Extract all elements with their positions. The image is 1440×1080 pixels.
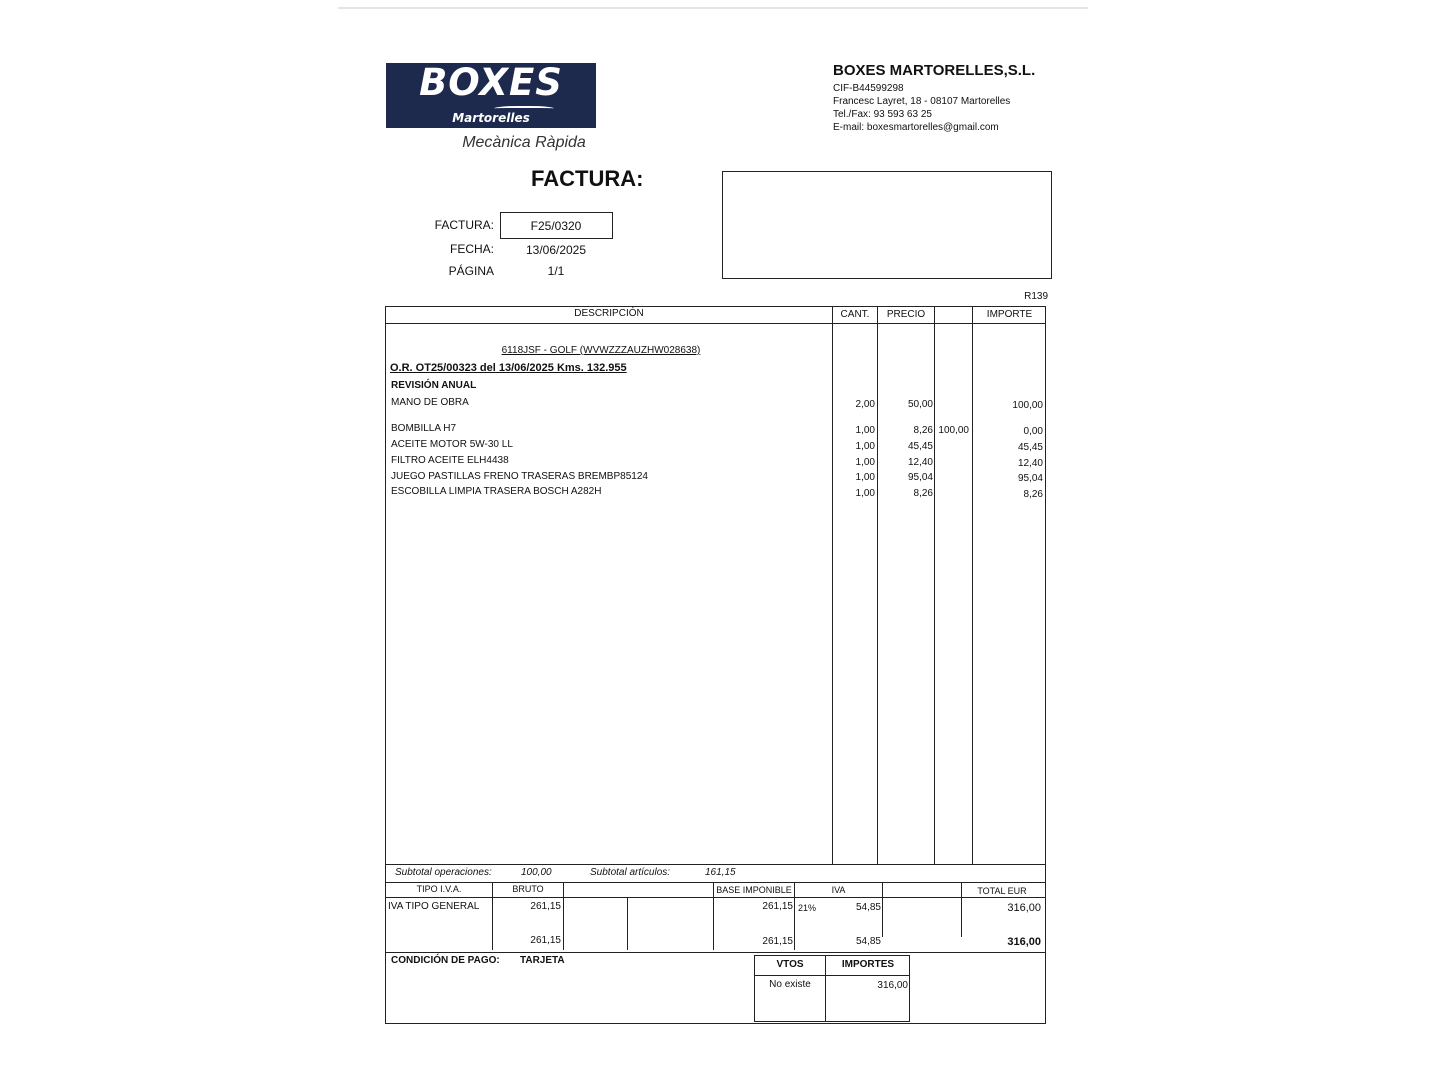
amounts-header: IMPORTES <box>841 959 895 970</box>
payment-divider <box>385 952 1046 953</box>
header-amount: IMPORTE <box>986 309 1033 320</box>
invoice-page: 1/1 <box>547 264 565 278</box>
line-item-qty: 1,00 <box>855 425 875 436</box>
col-divider <box>972 306 973 864</box>
tax-col-divider <box>563 882 564 950</box>
tax-vat: 54,85 <box>855 902 881 913</box>
tax-header-type: TIPO I.V.A. <box>416 884 462 894</box>
line-item-discount: 100,00 <box>938 425 969 436</box>
line-item-amount: 100,00 <box>1012 400 1043 411</box>
tax-header-bottom <box>385 897 1046 898</box>
payment-method: TARJETA <box>520 955 565 966</box>
line-item-desc: ESCOBILLA LIMPIA TRASERA BOSCH A282H <box>391 486 602 497</box>
line-item-amount: 12,40 <box>1017 458 1043 469</box>
tax-base: 261,15 <box>762 901 793 912</box>
tax-header-vat: IVA <box>831 885 846 895</box>
line-item-qty: 1,00 <box>855 441 875 452</box>
header-quantity: CANT. <box>840 309 870 320</box>
section-title: REVISIÓN ANUAL <box>391 380 477 391</box>
line-item-price: 12,40 <box>907 457 933 468</box>
tax-rate: 21% <box>798 903 817 913</box>
tax-col-divider <box>627 897 628 950</box>
invoice-table <box>385 306 1046 1024</box>
tax-type: IVA TIPO GENERAL <box>388 901 480 912</box>
subtotal-divider <box>385 864 1046 865</box>
line-item-qty: 1,00 <box>855 488 875 499</box>
due-amount: 316,00 <box>877 980 908 991</box>
invoice-page-label: PÁGINA <box>448 264 494 278</box>
line-item-qty: 1,00 <box>855 472 875 483</box>
tax-header-base: BASE IMPONIBLE <box>716 885 792 895</box>
table-header-divider <box>385 323 1046 324</box>
company-name: BOXES MARTORELLES,S.L. <box>833 62 1036 79</box>
header-price: PRECIO <box>886 309 926 320</box>
invoice-number: F25/0320 <box>530 219 582 233</box>
sum-total: 316,00 <box>1007 936 1041 948</box>
line-item-price: 95,04 <box>907 472 933 483</box>
invoice-number-label: FACTURA: <box>434 218 494 232</box>
line-item-price: 50,00 <box>907 399 933 410</box>
line-item-qty: 1,00 <box>855 457 875 468</box>
logo-wordmark: BOXES <box>419 61 563 104</box>
line-item-amount: 8,26 <box>1023 489 1043 500</box>
tax-gross: 261,15 <box>530 901 561 912</box>
line-item-desc: JUEGO PASTILLAS FRENO TRASERAS BREMBP85124 <box>391 471 648 482</box>
subtotal-articles-label: Subtotal artículos: <box>590 867 671 878</box>
line-item-price: 8,26 <box>913 488 933 499</box>
sum-gross: 261,15 <box>530 935 561 946</box>
tax-header-gross: BRUTO <box>512 884 544 894</box>
sum-vat: 54,85 <box>855 936 881 947</box>
col-divider <box>877 306 878 864</box>
customer-address-box <box>722 171 1052 279</box>
due-value: No existe <box>769 979 811 990</box>
order-line: O.R. OT25/00323 del 13/06/2025 Kms. 132.955 <box>390 362 627 374</box>
line-item-desc: ACEITE MOTOR 5W-30 LL <box>391 439 513 450</box>
subtotal-operations-label: Subtotal operaciones: <box>395 867 492 878</box>
invoice-date: 13/06/2025 <box>525 243 587 257</box>
line-item-amount: 95,04 <box>1017 473 1043 484</box>
vehicle-line: 6118JSF - GOLF (WVWZZZAUZHW028638) <box>501 345 701 356</box>
tax-header-top <box>385 882 1046 883</box>
line-item-qty: 2,00 <box>855 399 875 410</box>
sum-base: 261,15 <box>762 936 793 947</box>
header-description: DESCRIPCIÓN <box>574 308 644 319</box>
line-item-price: 8,26 <box>913 425 933 436</box>
due-header: VTOS <box>776 959 804 970</box>
line-item-desc: FILTRO ACEITE ELH4438 <box>391 455 509 466</box>
logo-subtitle: Martorelles <box>452 111 530 125</box>
company-address: Francesc Layret, 18 - 08107 Martorelles <box>833 96 1011 107</box>
payment-condition-label: CONDICIÓN DE PAGO: <box>391 955 500 966</box>
logo-tagline: Mecànica Ràpida <box>462 134 586 151</box>
company-phone: Tel./Fax: 93 593 63 25 <box>833 109 932 120</box>
company-cif: CIF-B44599298 <box>833 83 904 94</box>
due-header-divider <box>754 975 910 976</box>
reference-code: R139 <box>1024 291 1048 302</box>
line-item-amount: 0,00 <box>1023 426 1043 437</box>
company-logo <box>386 63 596 128</box>
invoice-date-label: FECHA: <box>449 242 494 256</box>
subtotal-articles-value: 161,15 <box>705 867 736 878</box>
tax-header-total: TOTAL EUR <box>977 886 1027 896</box>
page-top-edge <box>338 7 1088 9</box>
company-email: E-mail: boxesmartorelles@gmail.com <box>833 122 999 133</box>
line-item-amount: 45,45 <box>1017 442 1043 453</box>
tax-col-divider <box>882 882 883 937</box>
line-item-desc: BOMBILLA H7 <box>391 423 457 434</box>
subtotal-operations-value: 100,00 <box>521 867 552 878</box>
tax-total: 316,00 <box>1007 902 1041 914</box>
line-item-price: 45,45 <box>907 441 933 452</box>
col-divider <box>934 306 935 864</box>
document-title: FACTURA: <box>531 166 644 191</box>
col-divider <box>832 306 833 864</box>
line-item-desc: MANO DE OBRA <box>391 397 469 408</box>
